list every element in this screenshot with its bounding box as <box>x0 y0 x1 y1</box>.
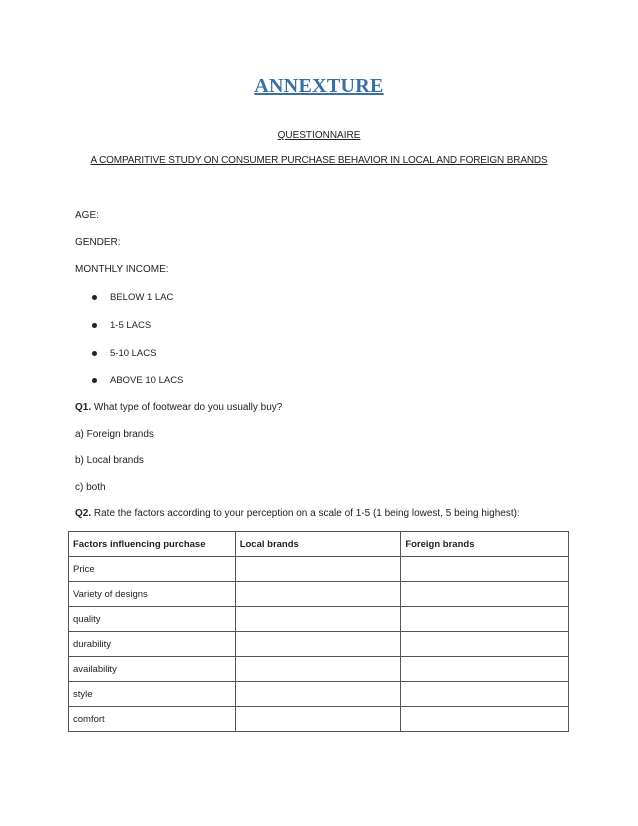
table-row <box>69 707 569 732</box>
local-rating-cell <box>235 557 401 582</box>
bullet-icon <box>92 351 97 356</box>
income-option-label: ABOVE 10 LACS <box>110 375 184 386</box>
table-header-row <box>69 532 569 557</box>
foreign-rating-cell <box>401 682 569 707</box>
income-option-label: BELOW 1 LAC <box>110 292 174 303</box>
table-row <box>69 682 569 707</box>
gender-field-label: GENDER: <box>75 237 121 248</box>
q1-option: b) Local brands <box>75 455 144 466</box>
question-1-number: Q1. <box>75 402 92 413</box>
income-option-label: 5-10 LACS <box>110 348 157 359</box>
question-1 <box>75 402 282 413</box>
local-rating-cell <box>235 707 401 732</box>
column-header-factors: Factors influencing purchase <box>69 532 236 557</box>
foreign-rating-cell <box>401 657 569 682</box>
table-row <box>69 607 569 632</box>
bullet-icon <box>92 295 97 300</box>
question-2-number: Q2. <box>75 508 92 519</box>
study-title: A COMPARITIVE STUDY ON CONSUMER PURCHASE BEHAVIOR IN LOCAL AND FOREIGN BRANDS <box>90 155 548 166</box>
foreign-rating-cell <box>401 557 569 582</box>
factor-cell: availability <box>69 657 236 682</box>
q1-option: a) Foreign brands <box>75 429 154 440</box>
local-rating-cell <box>235 582 401 607</box>
local-rating-cell <box>235 607 401 632</box>
income-option <box>92 292 173 303</box>
questionnaire-heading: QUESTIONNAIRE <box>277 130 361 141</box>
question-1-text: What type of footwear do you usually buy? <box>91 402 283 413</box>
income-option <box>92 348 156 359</box>
local-rating-cell <box>235 632 401 657</box>
foreign-rating-cell <box>401 582 569 607</box>
bullet-icon <box>92 323 97 328</box>
foreign-rating-cell <box>401 632 569 657</box>
factor-cell: comfort <box>69 707 236 732</box>
factor-cell: Variety of designs <box>69 582 236 607</box>
column-header-foreign: Foreign brands <box>401 532 569 557</box>
question-2 <box>75 508 520 519</box>
question-2-text: Rate the factors according to your perception on a scale of 1-5 (1 being lowest, 5 being highest): <box>91 508 520 519</box>
factor-cell: Price <box>69 557 236 582</box>
table-row <box>69 582 569 607</box>
factor-cell: quality <box>69 607 236 632</box>
bullet-icon <box>92 378 97 383</box>
q1-option: c) both <box>75 482 106 493</box>
foreign-rating-cell <box>401 707 569 732</box>
page-title: ANNEXTURE <box>254 75 384 97</box>
income-option <box>92 320 151 331</box>
income-option-label: 1-5 LACS <box>110 320 152 331</box>
local-rating-cell <box>235 657 401 682</box>
foreign-rating-cell <box>401 607 569 632</box>
column-header-local: Local brands <box>235 532 401 557</box>
rating-table <box>68 531 569 732</box>
table-row <box>69 557 569 582</box>
income-option <box>92 375 183 386</box>
age-field-label: AGE: <box>75 210 99 221</box>
table-row <box>69 657 569 682</box>
table-row <box>69 632 569 657</box>
factor-cell: durability <box>69 632 236 657</box>
monthly-income-label: MONTHLY INCOME: <box>75 264 169 275</box>
factor-cell: style <box>69 682 236 707</box>
local-rating-cell <box>235 682 401 707</box>
